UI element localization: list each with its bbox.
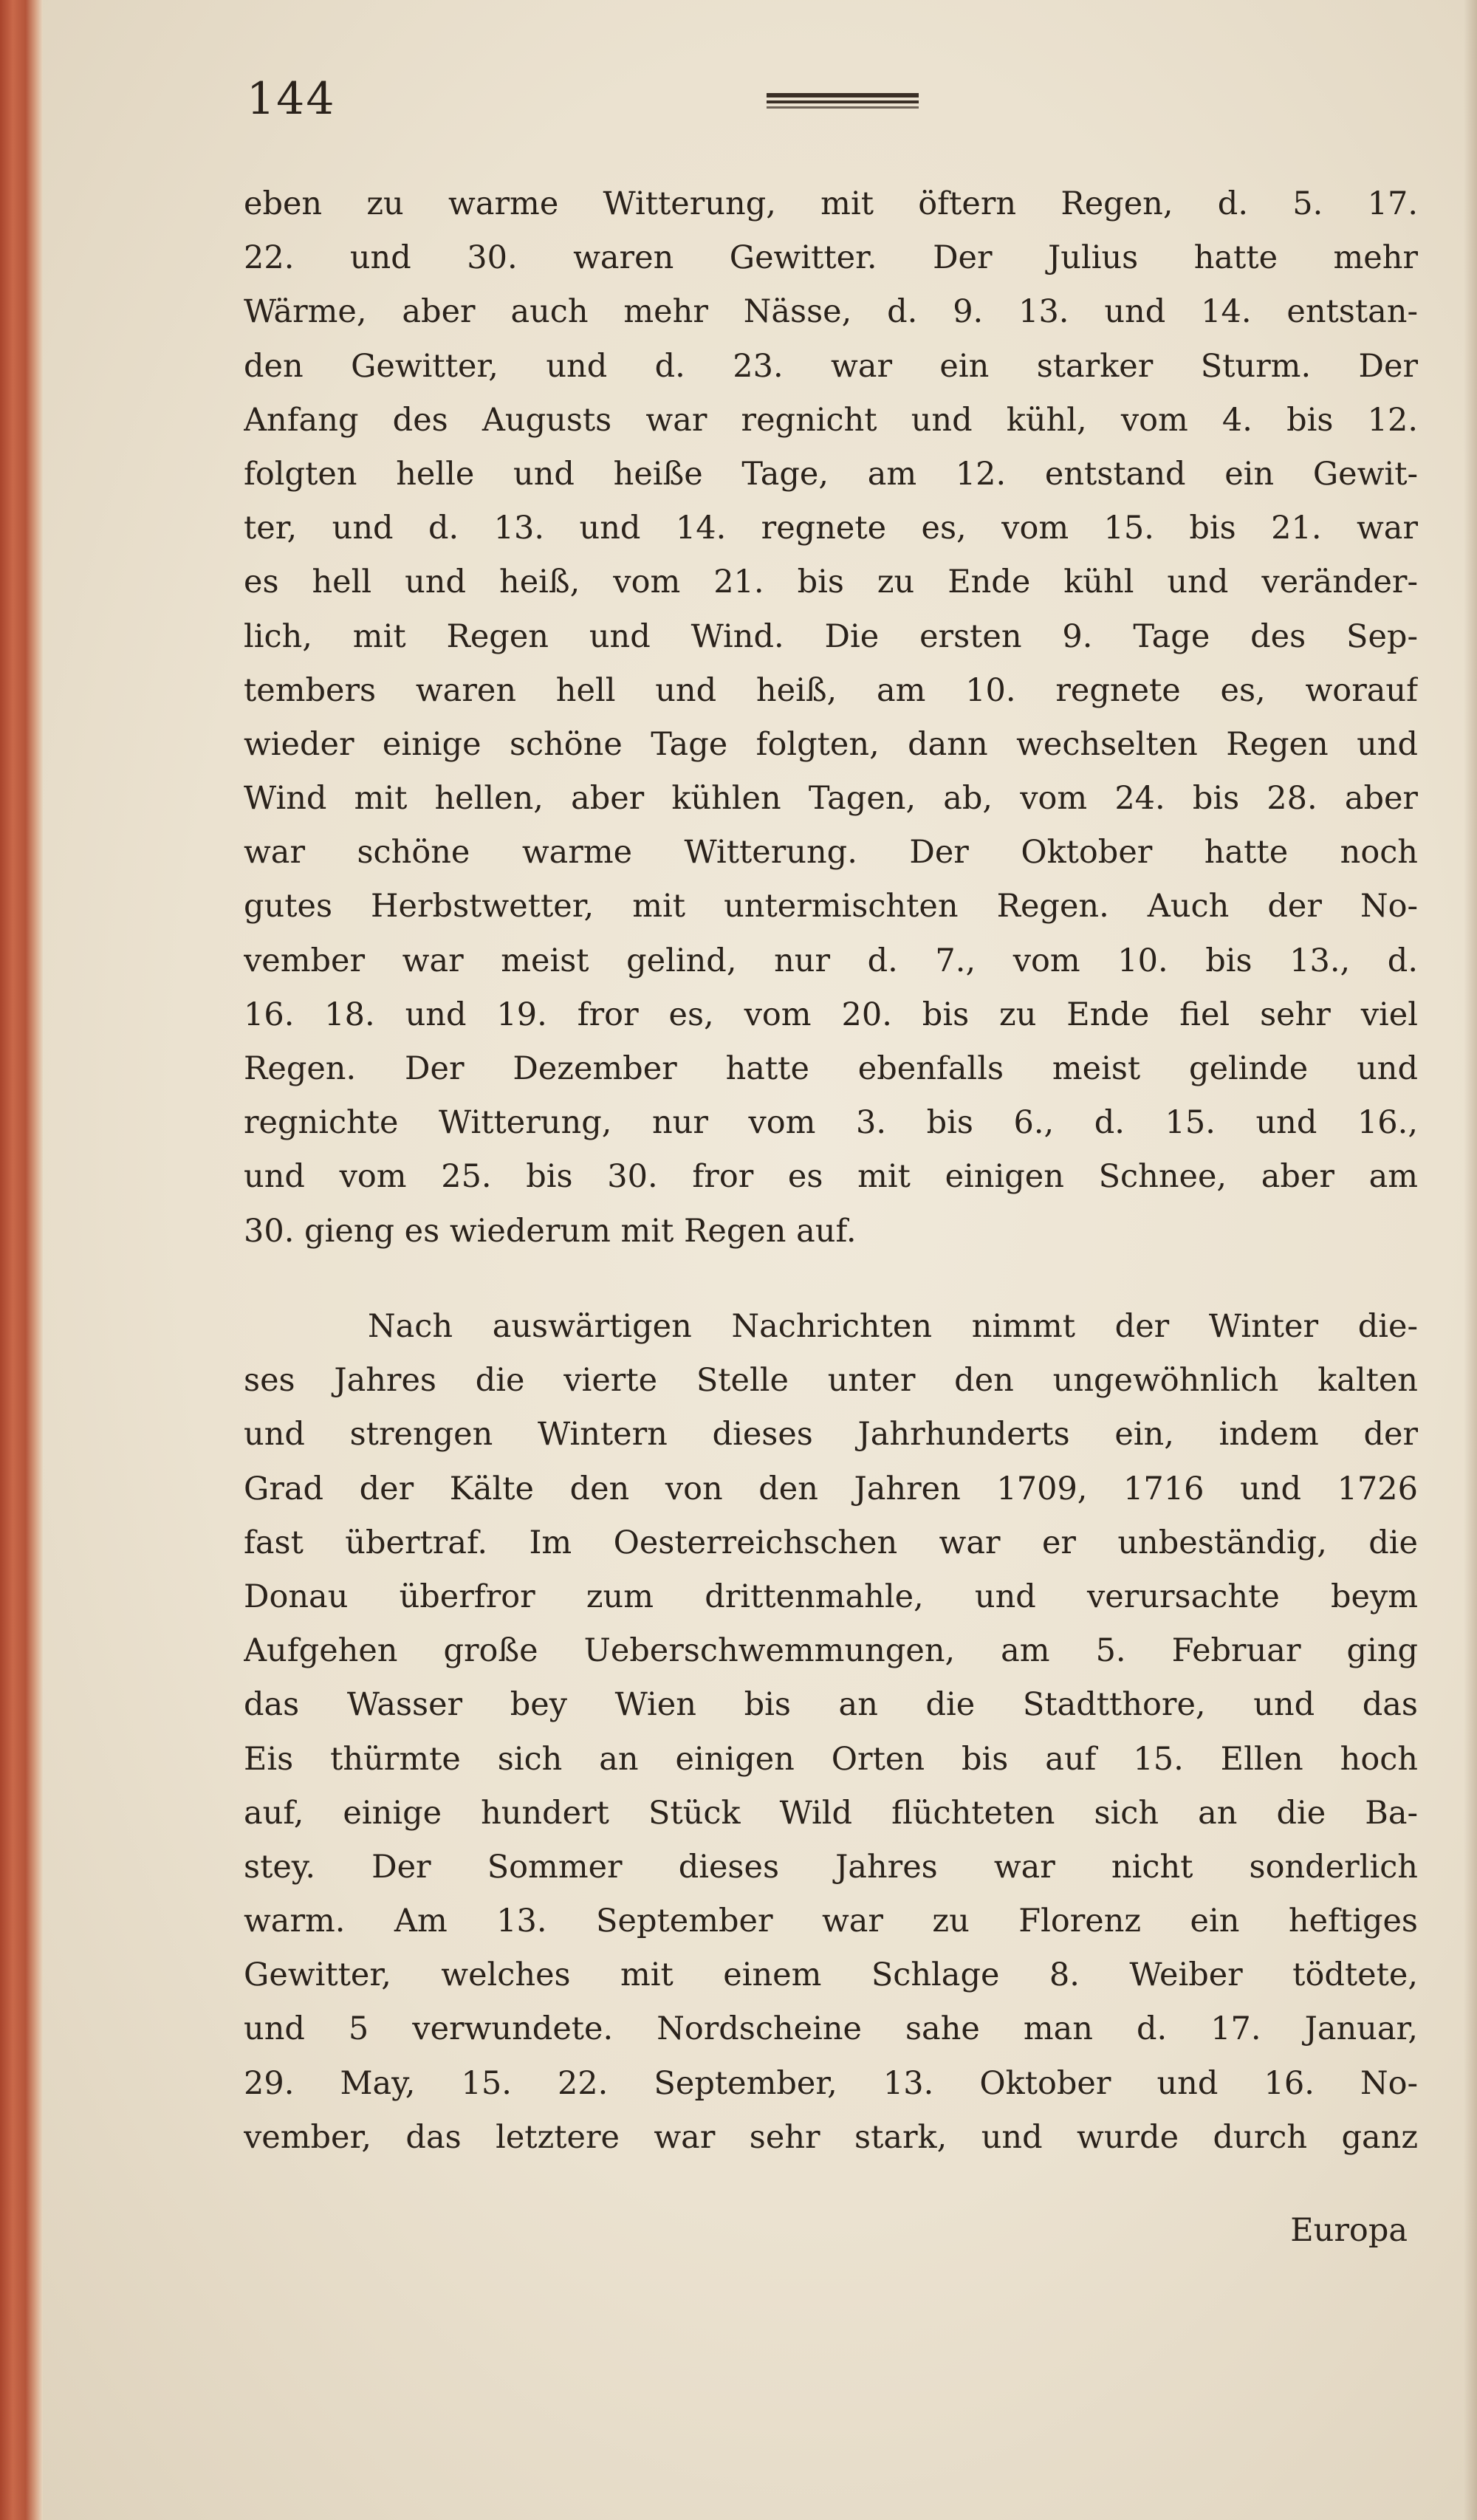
text-line: warm. Am 13. September war zu Florenz ein heftiges [244,1903,1418,1940]
text-line: Donau überfror zum drittenmahle, und verursachte beym [244,1578,1418,1615]
text-line: eben zu warme Witterung, mit öftern Regen, d. 5. 17. [244,185,1418,222]
paragraph-foreign-reports [244,1300,1418,2165]
text-line: Eis thürmte sich an einigen Orten bis auf 15. Ellen hoch [244,1740,1418,1778]
text-line: fast übertraf. Im Oesterreichschen war er unbeständig, die [244,1524,1418,1561]
text-line: lich, mit Regen und Wind. Die ersten 9. Tage des Sep- [244,617,1418,655]
text-line: Grad der Kälte den von den Jahren 1709, 1716 und 1726 [244,1470,1418,1507]
text-line: Regen. Der Dezember hatte ebenfalls meist gelinde und [244,1050,1418,1087]
text-line: regnichte Witterung, nur vom 3. bis 6., d. 15. und 16., [244,1104,1418,1142]
text-line: 22. und 30. waren Gewitter. Der Julius hatte mehr [244,239,1418,277]
text-line: 16. 18. und 19. fror es, vom 20. bis zu Ende fiel sehr viel [244,996,1418,1033]
catchword: Europa [1290,2212,1408,2249]
text-line: und 5 verwundete. Nordscheine sahe man d. 17. Januar, [244,2010,1418,2048]
rule-line [767,93,919,97]
text-line: folgten helle und heiße Tage, am 12. entstand ein Gewit- [244,455,1418,493]
text-line: den Gewitter, und d. 23. war ein starker Sturm. Der [244,347,1418,385]
rule-line [767,106,919,109]
text-line: ter, und d. 13. und 14. regnete es, vom 15. bis 21. war [244,510,1418,547]
text-line: Aufgehen große Ueberschwemmungen, am 5. Februar ging [244,1632,1418,1670]
page-number: 144 [247,73,336,125]
text-line: Anfang des Augusts war regnicht und kühl, vom 4. bis 12. [244,401,1418,439]
text-line: Wind mit hellen, aber kühlen Tagen, ab, vom 24. bis 28. aber [244,780,1418,818]
text-line: tembers waren hell und heiß, am 10. regnete es, worauf [244,671,1418,709]
text-line: Wärme, aber auch mehr Nässe, d. 9. 13. und 14. entstan- [244,293,1418,331]
header-ornament-rule [767,93,919,118]
text-line: vember, das letztere war sehr stark, und wurde durch ganz [244,2118,1418,2156]
text-line: wieder einige schöne Tage folgten, dann wechselten Regen und [244,725,1418,763]
text-line: und vom 25. bis 30. fror es mit einigen Schnee, aber am [244,1158,1418,1196]
text-line: und strengen Wintern dieses Jahrhunderts ein, indem der [244,1416,1418,1454]
text-line: stey. Der Sommer dieses Jahres war nicht sonderlich [244,1848,1418,1886]
text-line: Gewitter, welches mit einem Schlage 8. Weiber tödtete, [244,1956,1418,1994]
text-line: gutes Herbstwetter, mit untermischten Regen. Auch der No- [244,888,1418,925]
paragraph-weather-report [244,177,1418,1259]
text-line: war schöne warme Witterung. Der Oktober hatte noch [244,834,1418,872]
text-line: auf, einige hundert Stück Wild flüchteten sich an die Ba- [244,1794,1418,1832]
book-binding-edge [0,0,43,2520]
text-line: 29. May, 15. 22. September, 13. Oktober und 16. No- [244,2064,1418,2102]
text-line: vember war meist gelind, nur d. 7., vom 10. bis 13., d. [244,942,1418,979]
rule-line [767,100,919,103]
text-line: das Wasser bey Wien bis an die Stadtthore, und das [244,1686,1418,1724]
text-line: ses Jahres die vierte Stelle unter den ungewöhnlich kalten [244,1362,1418,1400]
text-line: Nach auswärtigen Nachrichten nimmt der Winter die- [368,1308,1418,1345]
page-right-edge [1464,0,1477,2520]
text-line: 30. gieng es wiederum mit Regen auf. [244,1212,857,1250]
text-line: es hell und heiß, vom 21. bis zu Ende kühl und veränder- [244,564,1418,601]
